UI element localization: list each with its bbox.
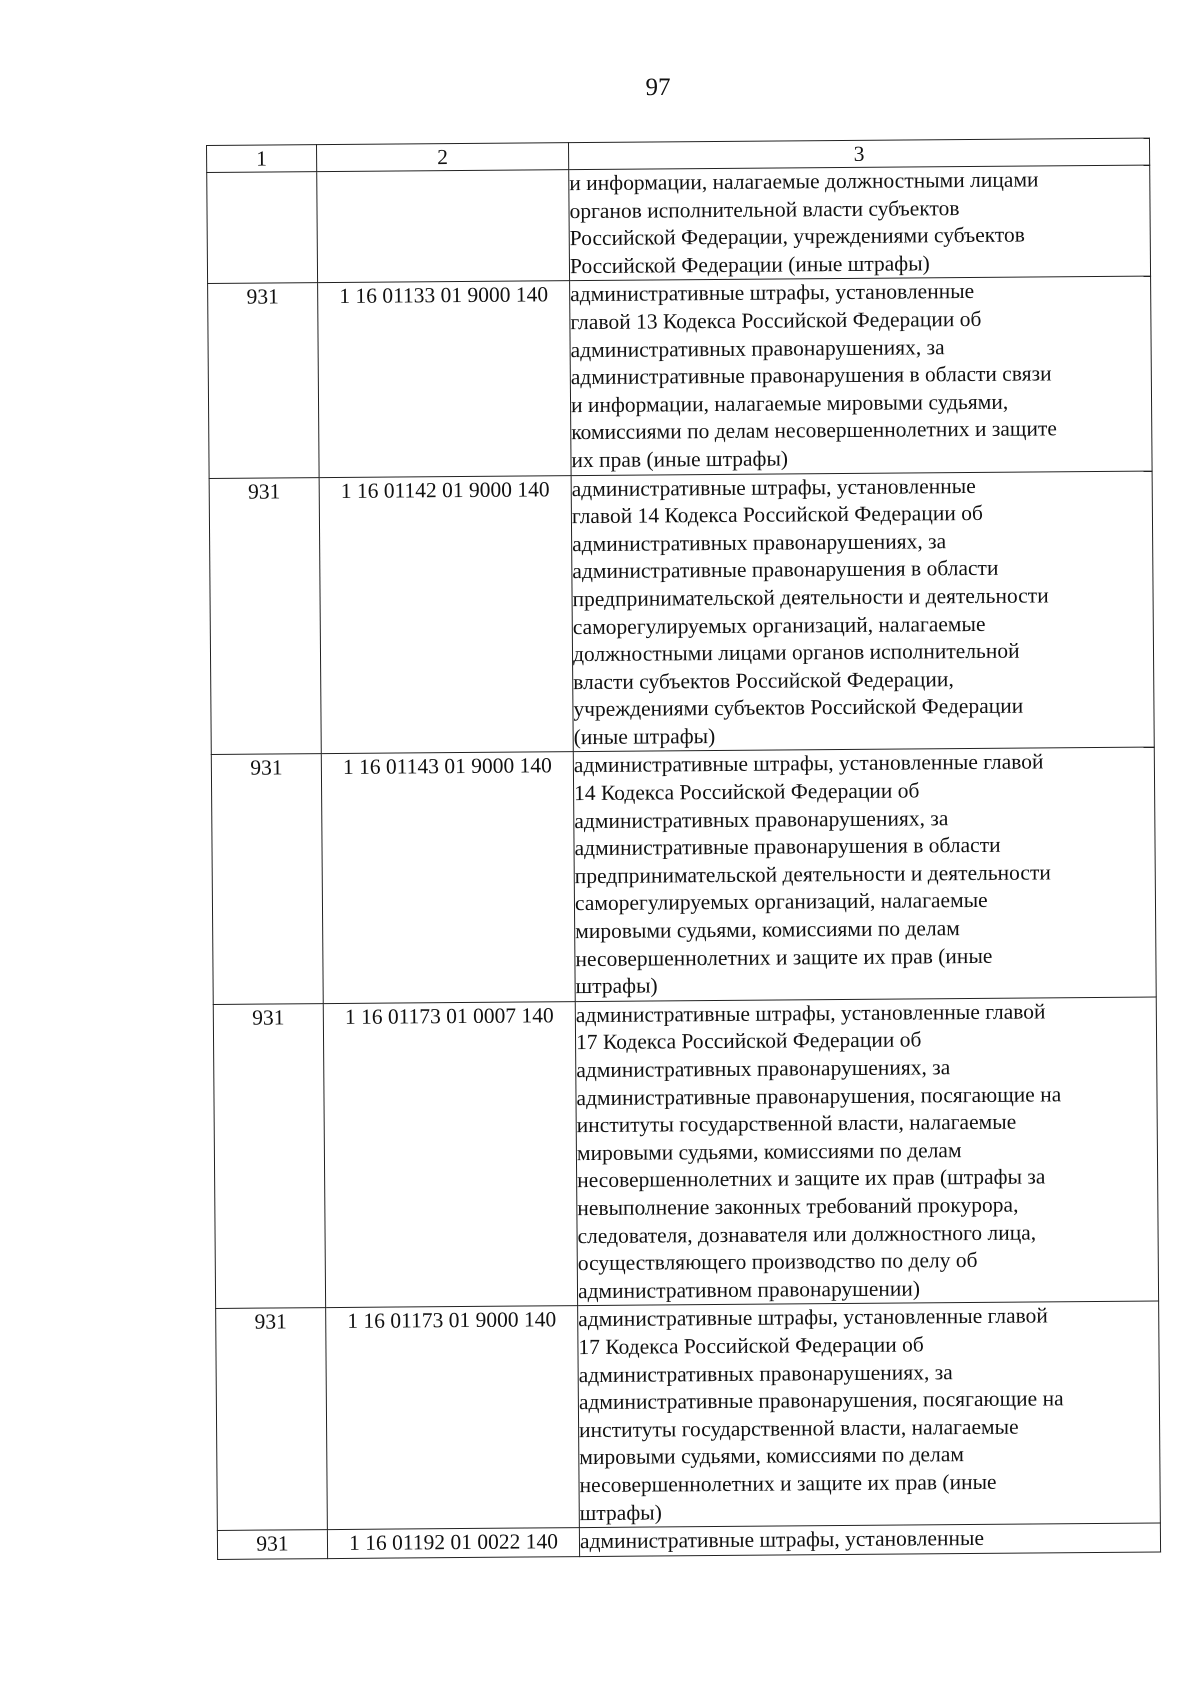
description-line: мировыми судьями, комиссиями по делам	[576, 1137, 962, 1165]
description-line: 14 Кодекса Российской Федерации об	[574, 778, 920, 806]
budget-classification-code-cell: 1 16 01142 01 9000 140	[319, 475, 573, 754]
description-line: административных правонарушениях, за	[578, 1359, 953, 1387]
description-line: административные правонарушения в области связи	[570, 361, 1052, 390]
description-line: (иные штрафы)	[573, 723, 716, 750]
description-line: Российской Федерации, учреждениями субъектов	[569, 222, 1025, 251]
description-line: главой 14 Кодекса Российской Федерации об	[571, 501, 983, 529]
budget-classification-code-cell: 1 16 01173 01 9000 140	[326, 1306, 580, 1530]
admin-code-cell: 931	[209, 477, 321, 755]
description-line: 17 Кодекса Российской Федерации об	[575, 1027, 922, 1055]
description-line: административном правонарушении)	[577, 1276, 921, 1303]
admin-code-cell: 931	[208, 283, 320, 478]
page-number: 97	[645, 74, 671, 101]
description-line: невыполнение законных требований прокурора,	[577, 1192, 1019, 1221]
table-row	[207, 165, 1151, 284]
revenue-description-cell	[579, 1523, 1160, 1556]
column-header-2: 2	[317, 143, 569, 172]
admin-code-cell: 931	[217, 1530, 327, 1559]
admin-code-cell	[207, 172, 318, 284]
budget-classification-code-cell	[317, 170, 570, 283]
description-line: административные правонарушения, посягающие на	[578, 1386, 1064, 1415]
description-line: административные штрафы, установленные	[571, 473, 976, 501]
revenue-description-cell	[571, 471, 1154, 752]
revenue-description-cell	[569, 165, 1151, 281]
budget-classification-code-cell: 1 16 01192 01 0022 140	[327, 1528, 579, 1559]
description-line: административные штрафы, установленные	[579, 1526, 985, 1554]
admin-code-cell: 931	[216, 1308, 328, 1531]
description-line: штрафы)	[579, 1499, 662, 1525]
column-header-3: 3	[568, 138, 1149, 170]
description-line: несовершеннолетних и защите их прав (штрафы за	[577, 1164, 1046, 1193]
description-line: штрафы)	[575, 973, 658, 999]
description-line: саморегулируемых организаций, налагаемые	[572, 611, 986, 639]
table-body	[207, 165, 1161, 1559]
admin-code-cell: 931	[211, 754, 323, 1004]
description-line: мировыми судьями, комиссиями по делам	[575, 916, 960, 944]
table-row	[217, 1523, 1160, 1559]
description-line: административных правонарушениях, за	[574, 805, 949, 833]
description-line: административных правонарушениях, за	[572, 528, 947, 556]
table-row	[213, 997, 1158, 1309]
description-line: несовершеннолетних и защите их прав (иные	[579, 1469, 997, 1498]
description-line: следователя, дознавателя или должностного лица,	[577, 1220, 1037, 1248]
description-line: органов исполнительной власти субъектов	[569, 195, 960, 223]
description-line: власти субъектов Российской Федерации,	[573, 666, 954, 694]
revenue-description-cell	[570, 276, 1153, 475]
table-row	[209, 471, 1154, 755]
description-line: учреждениями субъектов Российской Федерации	[573, 693, 1024, 722]
table-row	[211, 748, 1156, 1005]
description-line: предпринимательской деятельности и деятельности	[574, 860, 1051, 888]
description-line: административных правонарушениях, за	[570, 334, 945, 362]
budget-classification-code-cell: 1 16 01173 01 0007 140	[323, 1001, 577, 1308]
description-line: административные штрафы, установленные	[570, 279, 975, 307]
description-line: должностными лицами органов исполнительной	[572, 638, 1020, 667]
description-line: и информации, налагаемые должностными лицами	[569, 167, 1039, 196]
column-header-1: 1	[207, 145, 317, 173]
description-line: институты государственной власти, налагаемые	[579, 1414, 1019, 1442]
table-row	[208, 276, 1152, 478]
table-row	[216, 1301, 1161, 1530]
revenue-description-cell	[575, 997, 1158, 1306]
admin-code-cell: 931	[213, 1003, 325, 1308]
description-line: административные правонарушения в области	[572, 556, 999, 584]
description-line: административные штрафы, установленные главой	[578, 1303, 1048, 1332]
description-line: административные правонарушения в области	[574, 833, 1001, 861]
description-line: мировыми судьями, комиссиями по делам	[579, 1442, 965, 1470]
description-line: институты государственной власти, налагаемые	[576, 1109, 1017, 1138]
description-line: административные штрафы, установленные главой	[573, 749, 1044, 778]
description-line: и информации, налагаемые мировыми судьями,	[570, 389, 1009, 417]
revenue-description-cell	[578, 1301, 1161, 1527]
description-line: административных правонарушениях, за	[576, 1055, 951, 1083]
description-line: 17 Кодекса Российской Федерации об	[578, 1332, 924, 1360]
description-line: саморегулируемых организаций, налагаемые	[574, 888, 988, 916]
description-line: предпринимательской деятельности и деятельности	[572, 583, 1049, 612]
budget-classification-code-cell: 1 16 01143 01 9000 140	[321, 752, 575, 1003]
description-line: их прав (иные штрафы)	[571, 446, 789, 473]
description-line: административные правонарушения, посягающие на	[576, 1081, 1062, 1110]
description-line: комиссиями по делам несовершеннолетних и защите	[571, 416, 1057, 445]
description-line: административные штрафы, установленные главой	[575, 999, 1046, 1027]
description-line: несовершеннолетних и защите их прав (иные	[575, 943, 993, 971]
budget-classification-code-cell: 1 16 01133 01 9000 140	[318, 281, 572, 477]
budget-code-table	[206, 138, 1161, 1560]
description-line: Российской Федерации (иные штрафы)	[569, 251, 930, 278]
revenue-description-cell	[573, 748, 1156, 1002]
description-line: осуществляющего производство по делу об	[577, 1248, 978, 1276]
description-line: главой 13 Кодекса Российской Федерации об	[570, 306, 982, 335]
